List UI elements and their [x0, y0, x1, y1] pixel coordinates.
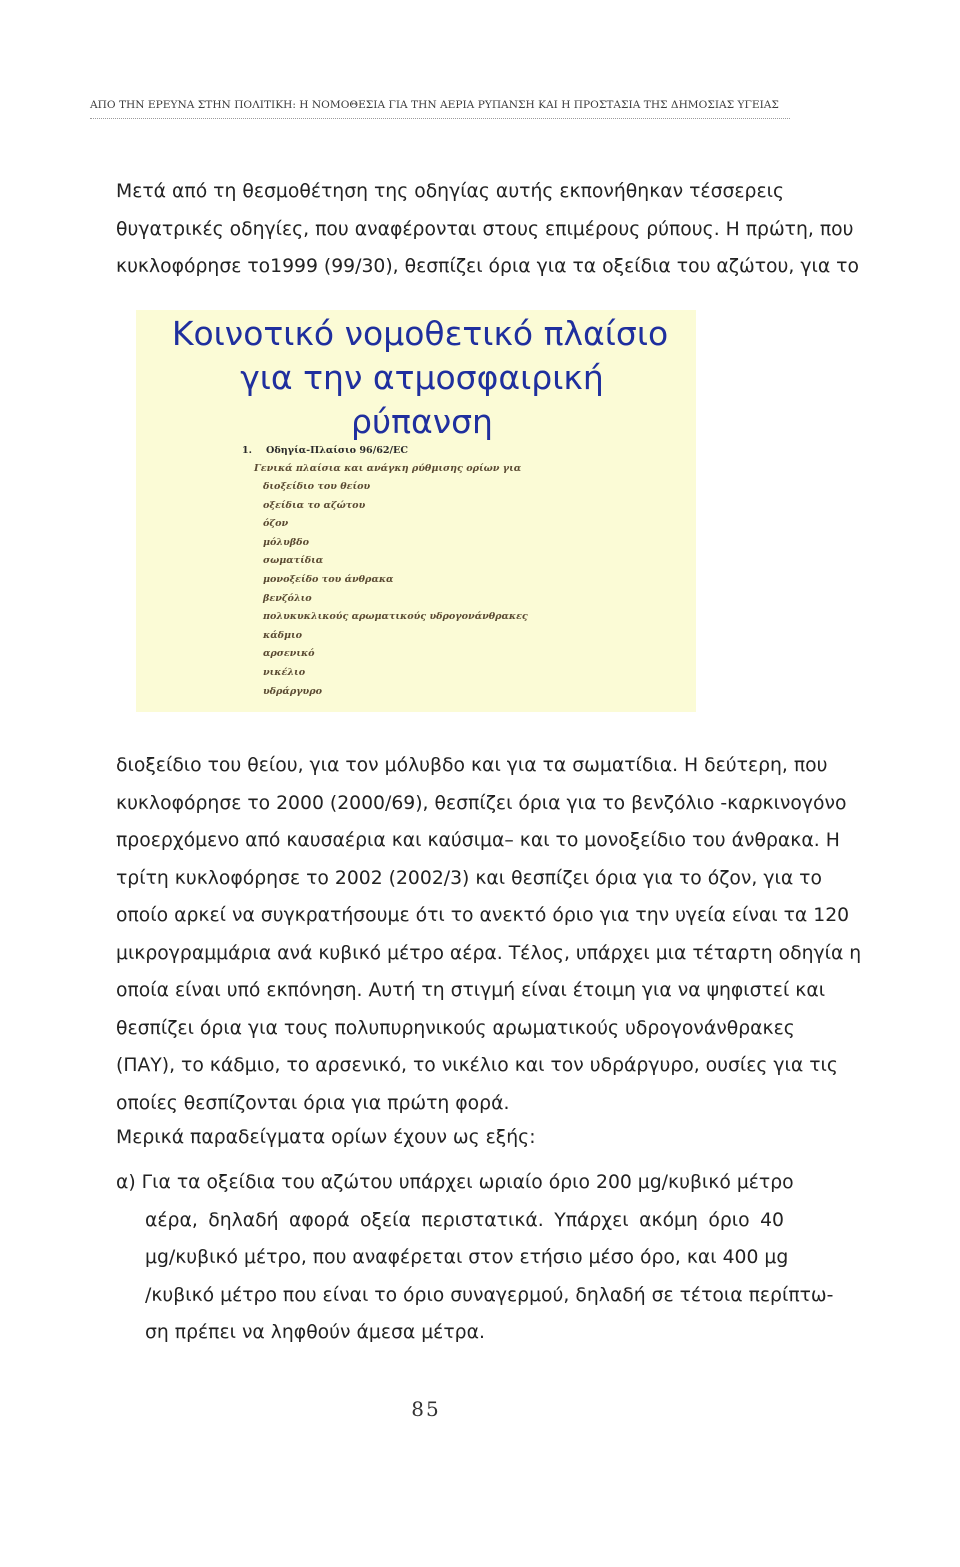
text-line: θεσπίζει όρια για τους πολυπυρηνικούς αρωματικούς υδρογονάνθρακες [116, 1017, 795, 1039]
pollutant-item: κάδμιο [263, 629, 303, 641]
list-item-a [116, 1164, 834, 1352]
text-line: προερχόμενο από καυσαέρια και καύσιμα– και το μονοξείδιο του άνθρακα. Η [116, 830, 840, 851]
text-line: οποίες θεσπίζονται όρια για πρώτη φορά. [116, 1092, 510, 1114]
slide-item-number: 1. [242, 445, 253, 456]
pollutant-item: μονοξείδο του άνθρακα [263, 573, 394, 585]
pollutant-item: σωματίδια [263, 555, 324, 567]
text-line: κυκλοφόρησε το 2000 (2000/69), θεσπίζει όρια για το βενζόλιο -καρκινογόνο [116, 792, 847, 814]
header-divider [90, 118, 790, 119]
slide-title-line: για την ατμοσφαιρική [240, 358, 604, 397]
pollutant-item: νικέλιο [263, 666, 306, 678]
pollutant-list [263, 478, 528, 701]
text-line: οποία είναι υπό εκπόνηση. Αυτή τη στιγμή είναι έτοιμη για να ψηφιστεί και [116, 980, 826, 1001]
text-line: οποίο αρκεί να συγκρατήσουμε ότι το ανεκτό όριο για την υγεία είναι τα 120 [116, 905, 850, 926]
pollutant-item: πολυκυκλικούς αρωματικούς υδρογονάνθρακες [263, 611, 528, 623]
text-line: μg/κυβικό μέτρο, που αναφέρεται στον ετήσιο μέσο όρο, και 400 μg [145, 1247, 789, 1268]
slide-item-subtitle: Γενικά πλαίσια και ανάγκη ρύθμισης ορίων για [254, 463, 522, 474]
pollutant-item: διοξείδιο του θείου [263, 481, 371, 492]
slide-title-line: Κοινοτικό νομοθετικό πλαίσιο [171, 314, 669, 353]
pollutant-item: υδράργυρο [263, 685, 322, 697]
text-line: κυκλοφόρησε το1999 (99/30), θεσπίζει όρια για τα οξείδια του αζώτου, για το [116, 256, 859, 277]
running-header: ΑΠΟ ΤΗΝ ΕΡΕΥΝΑ ΣΤΗΝ ΠΟΛΙΤΙΚΗ: Η ΝΟΜΟΘΕΣΙΑ ΓΙΑ ΤΗΝ ΑΕΡΙΑ ΡΥΠΑΝΣΗ ΚΑΙ Η ΠΡΟΣΤΑΣΙΑ ΤΗΣ ΔΗΜΟΣΙΑΣ ΥΓΕΙΑΣ [90, 99, 779, 111]
text-line: α) Για τα οξείδια του αζώτου υπάρχει ωριαίο όριο 200 μg/κυβικό μέτρο [116, 1172, 794, 1193]
text-line: διοξείδιο του θείου, για τον μόλυβδο και για τα σωματίδια. Η δεύτερη, που [116, 755, 828, 776]
text-line: τρίτη κυκλοφόρησε το 2002 (2002/3) και θεσπίζει όρια για το όζον, για το [116, 867, 822, 889]
text-line: θυγατρικές οδηγίες, που αναφέρονται στους επιμέρους ρύπους. Η πρώτη, που [116, 218, 854, 240]
text-line: Μετά από τη θεσμοθέτηση της οδηγίας αυτής εκπονήθηκαν τέσσερεις [116, 181, 784, 202]
text-line: αέρα, δηλαδή αφορά οξεία περιστατικά. Υπάρχει ακόμη όριο 40 [145, 1209, 784, 1231]
text-line: ση πρέπει να ληφθούν άμεσα μέτρα. [145, 1322, 485, 1343]
page-number: 85 [411, 1397, 441, 1421]
paragraph-intro [116, 173, 859, 286]
paragraph-directives [116, 747, 862, 1122]
pollutant-item: όζον [263, 518, 289, 530]
text-line: Μερικά παραδείγματα ορίων έχουν ως εξής: [116, 1127, 536, 1148]
paragraph-examples-intro [116, 1119, 784, 1157]
text-line: (ΠΑΥ), το κάδμιο, το αρσενικό, το νικέλιο και τον υδράργυρο, ουσίες για τις [116, 1055, 838, 1076]
slide-title-line: ρύπανση [351, 402, 493, 441]
pollutant-item: βενζόλιο [263, 592, 312, 604]
pollutant-item: αρσενικό [263, 648, 315, 660]
text-line: μικρογραμμάρια ανά κυβικό μέτρο αέρα. Τέλος, υπάρχει μια τέταρτη οδηγία η [116, 942, 862, 964]
pollutant-item: μόλυβδο [263, 536, 309, 548]
slide-figure [136, 310, 696, 712]
slide-title [136, 312, 696, 444]
pollutant-item: οξείδια το αζώτου [263, 499, 366, 511]
text-line: /κυβικό μέτρο που είναι το όριο συναγερμού, δηλαδή σε τέτοια περίπτω- [145, 1284, 834, 1306]
slide-item-heading: Οδηγία-Πλαίσιο 96/62/EC [266, 445, 408, 456]
